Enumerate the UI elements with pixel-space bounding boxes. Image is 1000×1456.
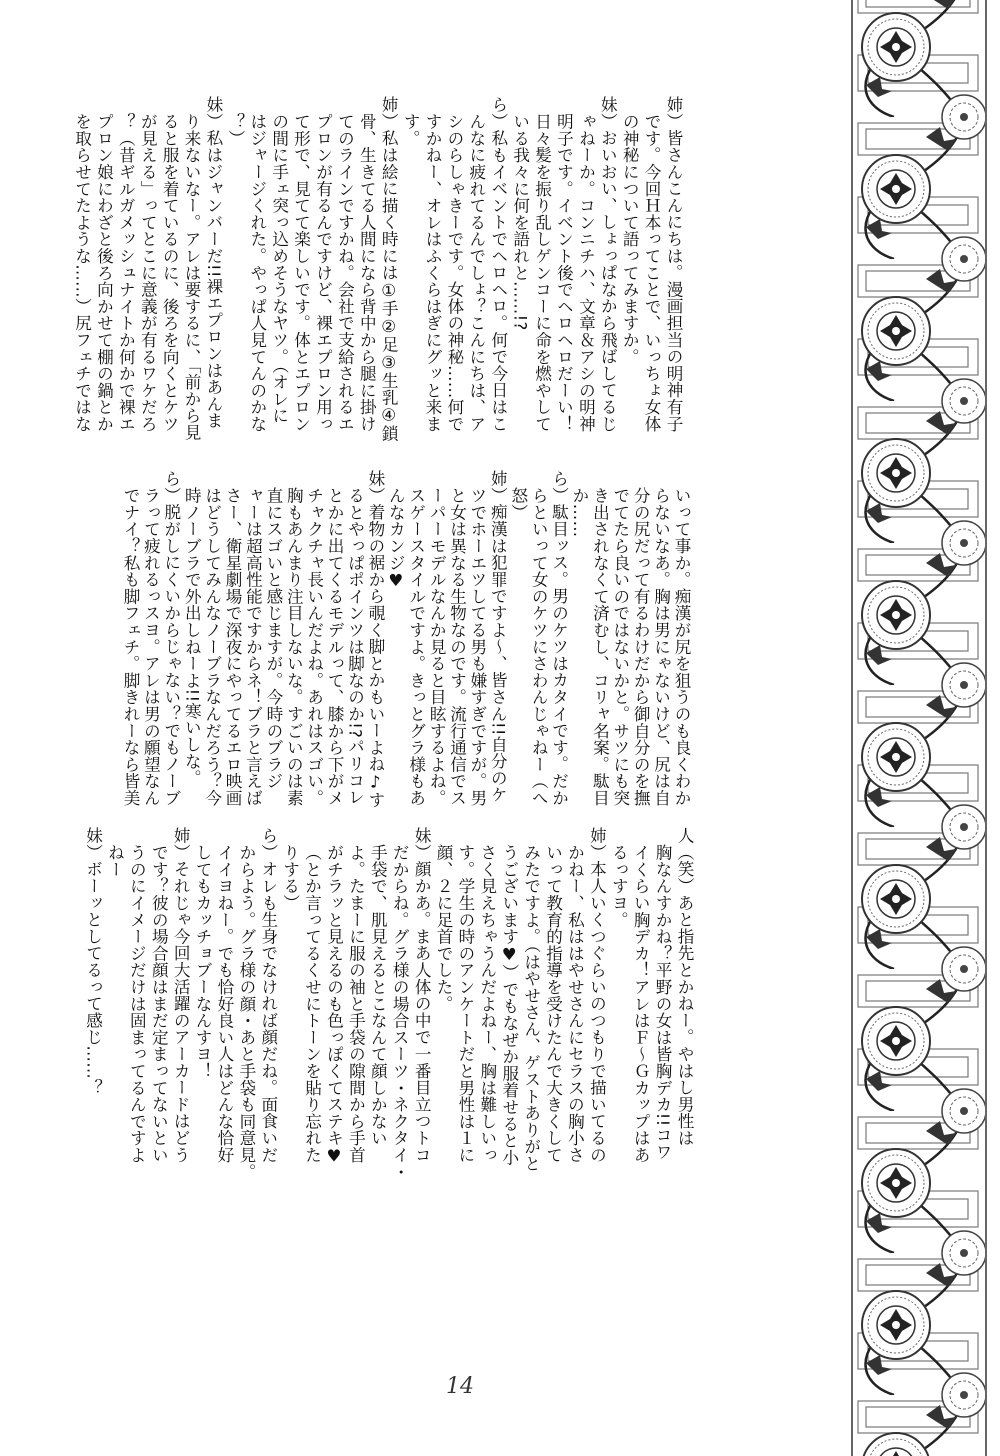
text-line: ゃねーか。コンニチハ、文章＆アシの明神	[576, 113, 596, 433]
text-line: らといって女のケツにさわんじゃねー（へ	[529, 487, 549, 807]
text-line: みたですよ。（はやせさん、ゲストありがと	[521, 844, 541, 1173]
text-line: と女は異なる生物なのです。流行通信でス	[447, 487, 467, 807]
text-line: です。今回Ｈ本ってことで、いっちょ女体	[642, 113, 662, 433]
text-line: よ。たまーに服の袖と手袋の隙間から手首	[346, 844, 366, 1164]
text-line: るとやっぱポインツは脚なのか!?パリコレ	[345, 487, 365, 806]
text-line: ーパーモデルなんか見ると目眩するよね。	[427, 487, 447, 807]
text-line: り来ないなー。アレは要するに、「前から見	[182, 113, 202, 442]
text-line: 姉）私は絵に描く時には①手②足③生乳④鎖	[379, 96, 399, 442]
text-line: て形で、見てて楽しいです。体とエプロン	[291, 113, 311, 433]
text-block-bottom	[82, 827, 695, 1181]
text-line: 姉）痴漢は犯罪ですよ～、皆さん!!自分のケ	[488, 470, 508, 803]
text-line: さー、衛星劇場で深夜にやってるエロ映画	[223, 487, 243, 807]
text-line: （とか言ってるくせにトーンを貼り忘れた	[302, 844, 322, 1164]
text-line: うございます♥）でもなぜか服着せると小	[499, 844, 519, 1167]
text-line: か……	[569, 487, 589, 538]
text-line: さく見えちゃうんだよねー、胸は難しいっ	[477, 844, 497, 1164]
text-line: チャクチャ長いんだよね。あれはスゴい。	[304, 487, 324, 807]
text-line: 時ノーブラで外出しねーよ!!寒いしな。	[182, 487, 202, 787]
text-line: してもカッチョブーなんすヨ！	[193, 844, 213, 1080]
text-line: 人（笑）あと指先とかねー。やはし男性は	[675, 827, 694, 1147]
text-line: 顔、２に足首でした。	[434, 844, 454, 1013]
text-line: ら）私もイベントでヘロヘロ。何で今日はこ	[488, 96, 508, 432]
text-line: 日々髪を振り乱しゲンコーに命を燃やして	[532, 113, 552, 433]
text-line: ねー	[105, 844, 125, 879]
text-line: プロン娘にわざと後ろ向かせて棚の鍋とか	[94, 113, 114, 433]
text-line: イイヨねー。でも恰好良い人はどんな恰好	[214, 844, 234, 1164]
text-line: ら）駄目ッス。男のケツはカタイです。だか	[549, 470, 569, 806]
text-line: ると服を着ているのに、後ろを向くとケツ	[160, 113, 180, 433]
page-number: 14	[446, 1374, 474, 1399]
text-line: 明子です。イベント後でヘロヘロだーい！	[554, 113, 574, 433]
text-line: がチラッと見えるのも色っぽくてステキ♥	[324, 844, 344, 1167]
text-block-middle	[120, 470, 691, 810]
text-line: すかねー、オレはふくらはぎにグッと来ま	[423, 113, 443, 433]
text-line: かねー、私ははやせさんにセラスの胸小さ	[565, 844, 585, 1164]
text-line: き出されなくて済むし、コリャ名案。駄目	[590, 487, 610, 807]
text-line: イくらい胸デカ！アレはＦ～Ｇカップはあ	[631, 844, 651, 1164]
text-line: ら）オレも生身でなければ顔だね。面食いだ	[258, 827, 278, 1163]
text-line: ？（昔ギルガメッシュナイトか何かで裸エ	[116, 113, 136, 433]
text-line: スゲースタイルですよ。きっとグラ様もあ	[406, 487, 426, 807]
text-line: からよう。グラ様の顔・あと手袋も同意見。	[236, 844, 256, 1181]
text-line: 骨、生きてる人間になら背中から腿に掛け	[357, 113, 377, 433]
text-line: ャーは超高性能ですからネ！ブラと言えば	[243, 487, 263, 807]
text-line: す。学生の時のアンケートだと男性は１に	[455, 844, 475, 1164]
text-line: だからね。グラ様の場合スーツ・ネクタイ・	[390, 844, 410, 1181]
text-line: でナイ？私も脚フェチ。脚きれーなら皆美	[121, 487, 141, 807]
text-line: 妹）私はジャンバーだ!!裸エプロンはあんま	[203, 96, 223, 429]
text-line: 直にスゴいと感じますが。今時のブラジ	[263, 487, 283, 790]
floral-border-ornament	[846, 0, 992, 1456]
text-block-top	[71, 96, 684, 476]
text-line: いって教育的指導を受けたんで大きくして	[543, 844, 563, 1164]
text-line: りする）	[280, 844, 300, 912]
text-line: はどうしてみんなノーブラなんだろう？今	[202, 487, 222, 807]
text-line: 妹）おいおい、しょっぱなから飛ばしてるじ	[598, 96, 618, 432]
text-line: す。	[401, 113, 421, 148]
text-line: シのらしゃきーです。女体の神秘……何で	[444, 113, 464, 433]
text-line: です？彼の場合顔はまだ定まってないとい	[149, 844, 169, 1164]
text-line: いって事か。痴漢が尻を狙うのも良くわか	[672, 487, 691, 807]
text-line: でてたら良いのではないかと。サツにも突	[610, 487, 630, 807]
text-line: ら）脱がしにくいからじゃない？でもノーブ	[161, 470, 181, 806]
text-line: の間に手ェ突っ込めそうなヤツ。（オレに	[269, 113, 289, 425]
text-line: 姉）皆さんこんにちは。漫画担当の明神有子	[664, 96, 683, 432]
text-line: プロンが有るんですけど、裸エプロン用っ	[313, 113, 333, 433]
text-line: 妹）着物の裾から覗く脚とかもいーよね♪す	[365, 470, 385, 809]
text-line: うのにイメージだけは固まってるんですよ	[127, 844, 147, 1164]
text-line: 姉）本人いくつぐらいのつもりで描いてるの	[587, 827, 607, 1163]
text-line: を取らせてたような……）尻フェチではな	[72, 113, 92, 433]
text-line: 妹）顔かあ。まあ人体の中で一番目立つトコ	[412, 827, 432, 1163]
text-line: ？）	[225, 113, 245, 148]
text-line: んなに疲れてるんでしょ？こんにちは、ア	[466, 113, 486, 433]
text-line: の神秘について語ってみますか。	[620, 113, 640, 366]
text-line: るっすヨ。	[609, 844, 629, 929]
text-line: 妹）ボーッとしてるって感じ……？	[83, 827, 103, 1096]
text-line: 分の尻だって有るわけだから御自分のを撫	[631, 487, 651, 807]
text-line: はジャージくれた。やっぱ人見てんのかな	[247, 113, 267, 433]
text-line: いる我々に何を語れと……!?	[510, 113, 530, 331]
text-line: んなカンジ♥	[386, 487, 406, 591]
text-line: ラって疲れるっスヨ。アレは男の願望なん	[141, 487, 161, 807]
text-line: 胸もあんまり注目しないな。すごいのは素	[284, 487, 304, 807]
text-line: 胸なんすかね？平野の女は皆胸デカ!!コワ	[653, 844, 673, 1161]
text-line: ツでホーエツしてる男も嫌すぎですが。男	[467, 487, 487, 807]
text-line: とかに出てくるモデルって、膝から下がメ	[325, 487, 345, 807]
text-line: 手袋で、肌見えるとこなんて顔しかない	[368, 844, 388, 1147]
text-line: らないなあ。胸は男にゃないけど、尻は自	[651, 487, 671, 807]
text-line: 姉）それじゃ今回大活躍のアーカードはどう	[171, 827, 191, 1163]
text-line: てのラインですかね。会社で支給されるエ	[335, 113, 355, 433]
text-line: 怒）	[508, 487, 528, 522]
text-line: が見える」ってとこに意義が有るワケだろ	[138, 113, 158, 433]
